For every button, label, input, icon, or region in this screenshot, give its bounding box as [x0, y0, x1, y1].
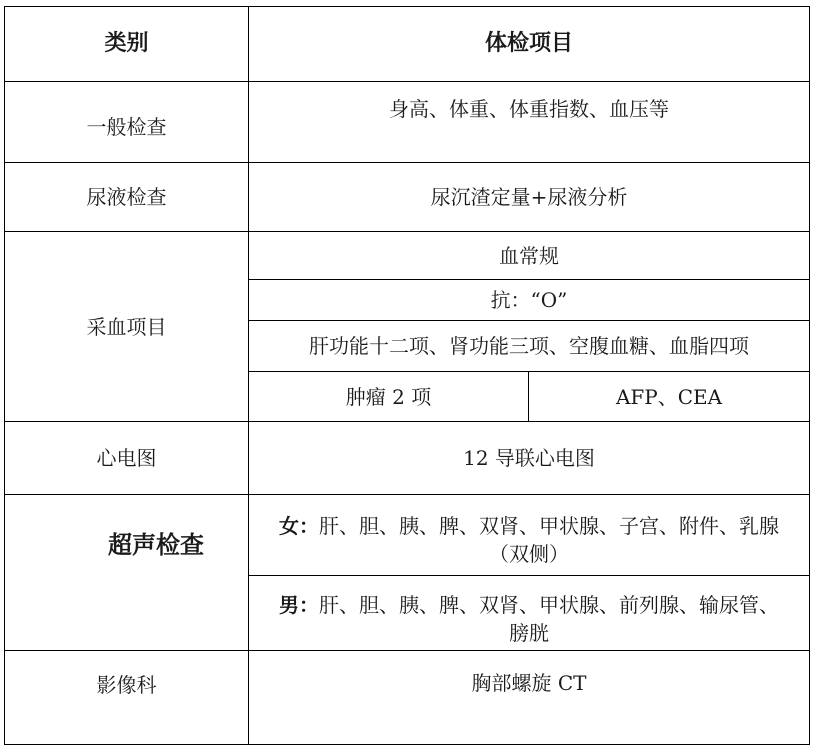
- items-tumor-markers: AFP、CEA: [615, 384, 723, 409]
- items-urine: 尿沉渣定量+尿液分析: [430, 185, 628, 209]
- items-tumor-label: 肿瘤 2 项: [345, 384, 432, 409]
- category-general: 一般检查: [86, 115, 167, 139]
- category-ecg: 心电图: [96, 446, 157, 470]
- table-border-bottom: [4, 744, 810, 745]
- items-general: 身高、体重、体重指数、血压等: [389, 97, 669, 121]
- female-prefix: 女：: [279, 514, 319, 538]
- male-items: 肝、胆、胰、脾、双肾、甲状腺、前列腺、输尿管、: [319, 593, 779, 617]
- male-line-2: 膀胱: [509, 621, 549, 645]
- male-line-1: [249, 591, 809, 619]
- row-divider: [248, 575, 810, 576]
- category-ultrasound: 超声检查: [108, 531, 204, 559]
- category-blood: 采血项目: [86, 314, 167, 339]
- female-line-1: [249, 512, 809, 540]
- header-items: 体检项目: [484, 31, 573, 56]
- items-ultrasound-female: [249, 512, 809, 572]
- header-category: 类别: [104, 31, 149, 56]
- items-liver-kidney: 肝功能十二项、肾功能三项、空腹血糖、血脂四项: [309, 334, 749, 358]
- category-imaging: 影像科: [96, 673, 157, 697]
- male-prefix: 男：: [279, 593, 319, 617]
- table-border-right: [809, 6, 810, 745]
- female-items: 肝、胆、胰、脾、双肾、甲状腺、子宫、附件、乳腺: [319, 514, 779, 538]
- items-ultrasound-male: [249, 591, 809, 649]
- items-ecg: 12 导联心电图: [463, 446, 595, 470]
- row-divider: [4, 650, 810, 651]
- items-blood-routine: 血常规: [499, 243, 559, 268]
- category-urine: 尿液检查: [86, 185, 167, 209]
- items-anti-o: 抗：“O”: [490, 288, 568, 312]
- items-imaging: 胸部螺旋 CT: [471, 671, 587, 695]
- female-line-2: （双侧）: [489, 542, 569, 566]
